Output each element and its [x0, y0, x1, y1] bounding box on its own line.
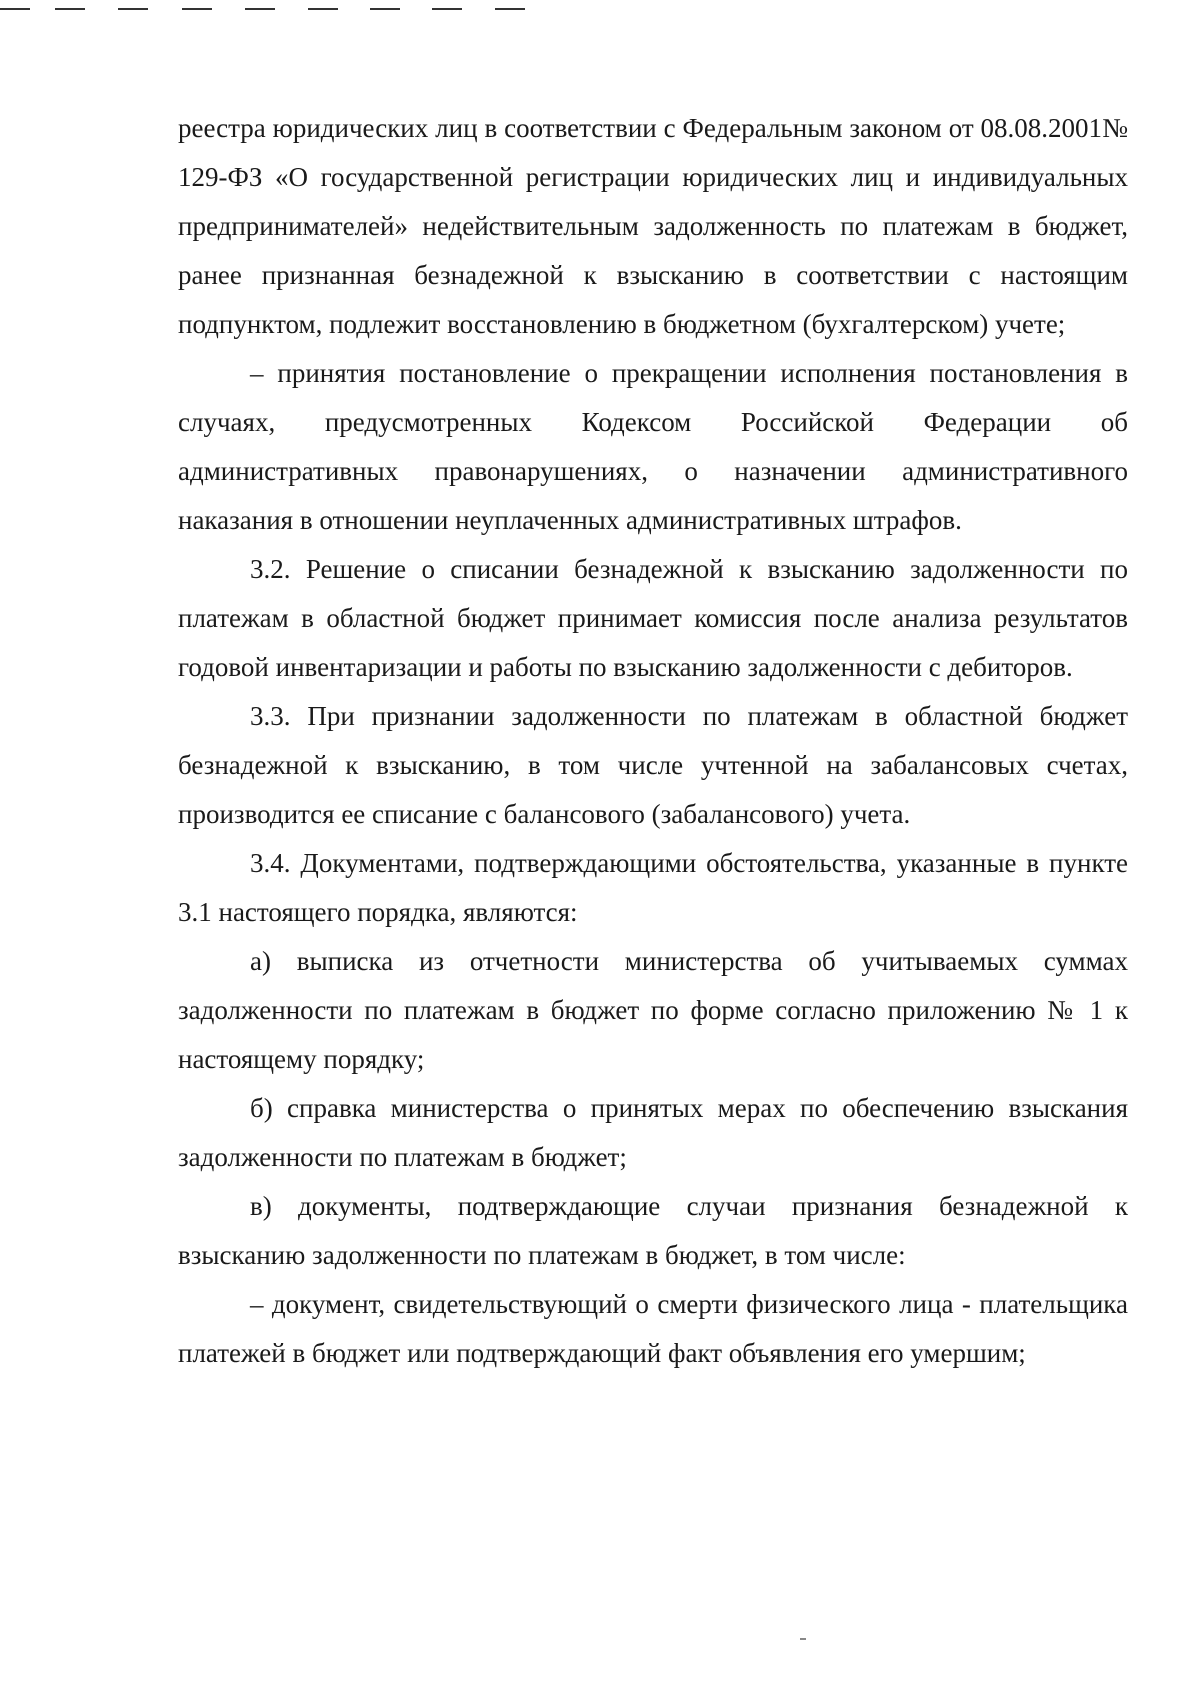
- paragraph-item-a: а) выписка из отчетности министерства об учитываемых суммах задолженности по платежам в бюджет по форме согласно приложению № 1 к настоящему порядку;: [178, 946, 1128, 1074]
- edge-mark: [0, 8, 30, 10]
- paragraph-item-b: б) справка министерства о принятых мерах по обеспечению взыскания задолженности по платежам в бюджет;: [178, 1093, 1128, 1172]
- paragraph-item-v: в) документы, подтверждающие случаи признания безнадежной к взысканию задолженности по платежам в бюджет, в том числе:: [178, 1191, 1128, 1270]
- edge-mark: [495, 8, 525, 10]
- paragraph-registry-continuation: реестра юридических лиц в соответствии с Федеральным законом от 08.08.2001№ 129-ФЗ «О государственной регистрации юридических лиц и индивидуальных предпринимателей» недействительным задолженность по платежам в бюджет, ранее признанная безнадежной к взысканию в соответствии с настоящим подпунктом, подлежит восстановлению в бюджетном (бухгалтерском) учете;: [178, 113, 1128, 339]
- edge-mark: [118, 8, 148, 10]
- scan-speck: [800, 1638, 806, 1640]
- edge-mark: [370, 8, 400, 10]
- paragraph-dash-death-document: – документ, свидетельствующий о смерти физического лица - плательщика платежей в бюджет или подтверждающий факт объявления его умершим;: [178, 1289, 1128, 1368]
- edge-mark: [55, 8, 85, 10]
- edge-mark: [182, 8, 212, 10]
- document-body: [178, 104, 1128, 1378]
- edge-mark: [245, 8, 275, 10]
- top-edge-marks: [0, 0, 560, 12]
- paragraph-3-2: 3.2. Решение о списании безнадежной к взысканию задолженности по платежам в областной бюджет принимает комиссия после анализа результатов годовой инвентаризации и работы по взысканию задолженности с дебиторов.: [178, 554, 1128, 682]
- paragraph-3-3: 3.3. При признании задолженности по платежам в областной бюджет безнадежной к взысканию, в том числе учтенной на забалансовых счетах, производится ее списание с балансового (забалансового) учета.: [178, 701, 1128, 829]
- paragraph-3-4: 3.4. Документами, подтверждающими обстоятельства, указанные в пункте 3.1 настоящего порядка, являются:: [178, 848, 1128, 927]
- paragraph-dash-fine-termination: – принятия постановление о прекращении исполнения постановления в случаях, предусмотренных Кодексом Российской Федерации об административных правонарушениях, о назначении административного наказания в отношении неуплаченных административных штрафов.: [178, 358, 1128, 535]
- edge-mark: [432, 8, 462, 10]
- edge-mark: [308, 8, 338, 10]
